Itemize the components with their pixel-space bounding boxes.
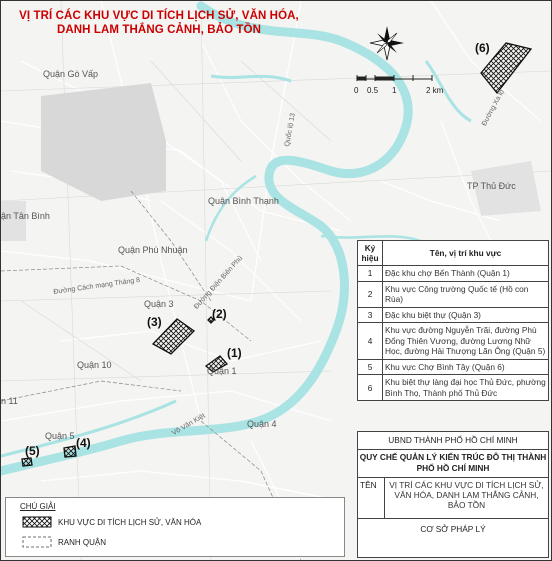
- agency-row: [358, 432, 548, 450]
- table-row: [358, 266, 549, 282]
- site-label-2: (2): [212, 307, 227, 321]
- label-phu-nhuan: Quận Phú Nhuận: [118, 245, 188, 255]
- scale-tick-1: 1: [392, 86, 397, 95]
- legend-heritage-label: KHU VỰC DI TÍCH LỊCH SỬ, VĂN HÓA: [58, 518, 202, 527]
- legend-heritage-swatch: [22, 516, 52, 528]
- site-label-1: (1): [227, 346, 242, 360]
- table-row: [358, 323, 549, 360]
- header-name: Tên, vị trí khu vực: [383, 241, 549, 266]
- regulation-row: [358, 450, 548, 478]
- row-name: Đặc khu biệt thự (Quận 3): [383, 307, 549, 323]
- row-num: 4: [358, 323, 383, 360]
- regulation-text: QUY CHẾ QUẢN LÝ KIẾN TRÚC ĐÔ THỊ THÀNH PHỐ HỒ CHÍ MINH: [359, 452, 547, 473]
- row-name: Đặc khu chợ Bến Thành (Quận 1): [383, 266, 549, 282]
- site-label-5: (5): [25, 444, 40, 458]
- site-label-3: (3): [147, 315, 162, 329]
- label-quan-1: Quận 1: [207, 366, 237, 376]
- table-row: [358, 375, 549, 401]
- legend-title: CHÚ GIẢI: [20, 502, 56, 511]
- scale-tick-05: 0.5: [367, 86, 379, 95]
- label-quan-11: n 11: [1, 396, 18, 406]
- label-quan-5: Quận 5: [45, 431, 75, 441]
- road-cach-mang-thang-8: Đường Cách mạng Tháng 8: [53, 276, 141, 296]
- row-num: 1: [358, 266, 383, 282]
- site-5-area: [22, 458, 32, 466]
- table-row: [358, 281, 549, 307]
- label-quan-3: Quận 3: [144, 299, 174, 309]
- label-tan-binh: ận Tân Bình: [1, 211, 50, 221]
- scale-tick-0: 0: [354, 86, 359, 95]
- row-name: Khu biệt thự làng đại học Thủ Đức, phường Bình Thọ, Thành phố Thủ Đức: [383, 375, 549, 401]
- row-name: Khu vực Công trường Quốc tế (Hồ con Rùa): [383, 281, 549, 307]
- legend-boundary-swatch: [22, 536, 52, 548]
- site-label-4: (4): [76, 436, 91, 450]
- title-block: [357, 431, 549, 558]
- road-xa-lo: Đường Xa lộ: [481, 88, 506, 128]
- row-num: 2: [358, 281, 383, 307]
- label-quan-4: Quận 4: [247, 419, 277, 429]
- header-symbol: Ký hiệu: [358, 241, 383, 266]
- site-4-area: [64, 446, 76, 457]
- scale-tick-2km: 2 km: [426, 86, 444, 95]
- table-header-row: [358, 241, 549, 266]
- map-title: [9, 9, 309, 37]
- title-line-2: DANH LAM THẮNG CẢNH, BẢO TỒN: [56, 24, 262, 36]
- label-binh-thanh: Quận Bình Thạnh: [208, 196, 279, 206]
- road-vo-van-kiet: Võ Văn Kiệt: [171, 412, 207, 438]
- table-row: [358, 359, 549, 375]
- title-line-1: VỊ TRÍ CÁC KHU VỰC DI TÍCH LỊCH SỬ, VĂN HÓA,: [19, 10, 299, 22]
- table-row: [358, 307, 549, 323]
- label-go-vap: Quận Gò Vấp: [43, 69, 99, 79]
- legend: [5, 497, 345, 557]
- road-dien-bien-phu: Đường Điện Biên Phủ: [193, 254, 245, 311]
- legal-basis-row: [358, 519, 548, 539]
- legend-boundary-label: RANH QUẬN: [58, 538, 107, 547]
- name-value: VỊ TRÍ CÁC KHU VỰC DI TÍCH LỊCH SỬ, VĂN HÓA, DANH LAM THẮNG CẢNH, BẢO TỒN: [389, 480, 544, 510]
- row-name: Khu vực đường Nguyễn Trãi, đường Phù Đổng Thiên Vương, đường Lương Nhữ Học, đường Hải Thượng Lãn Ông (Quận 5): [383, 323, 549, 360]
- label-thu-duc: TP Thủ Đức: [467, 181, 516, 191]
- row-num: 5: [358, 359, 383, 375]
- row-name: Khu vực Chợ Bình Tây (Quận 6): [383, 359, 549, 375]
- name-label: TÊN: [358, 478, 385, 518]
- legal-basis-text: CƠ SỞ PHÁP LÝ: [420, 524, 486, 534]
- airport-area: [41, 83, 166, 201]
- road-quoc-lo-13: Quốc lộ 13: [284, 112, 297, 148]
- site-table: [357, 240, 549, 401]
- agency-text: UBND THÀNH PHỐ HỒ CHÍ MINH: [388, 435, 518, 445]
- name-row: [358, 478, 548, 519]
- label-quan-10: Quận 10: [77, 360, 112, 370]
- row-num: 3: [358, 307, 383, 323]
- site-label-6: (6): [475, 41, 490, 55]
- row-num: 6: [358, 375, 383, 401]
